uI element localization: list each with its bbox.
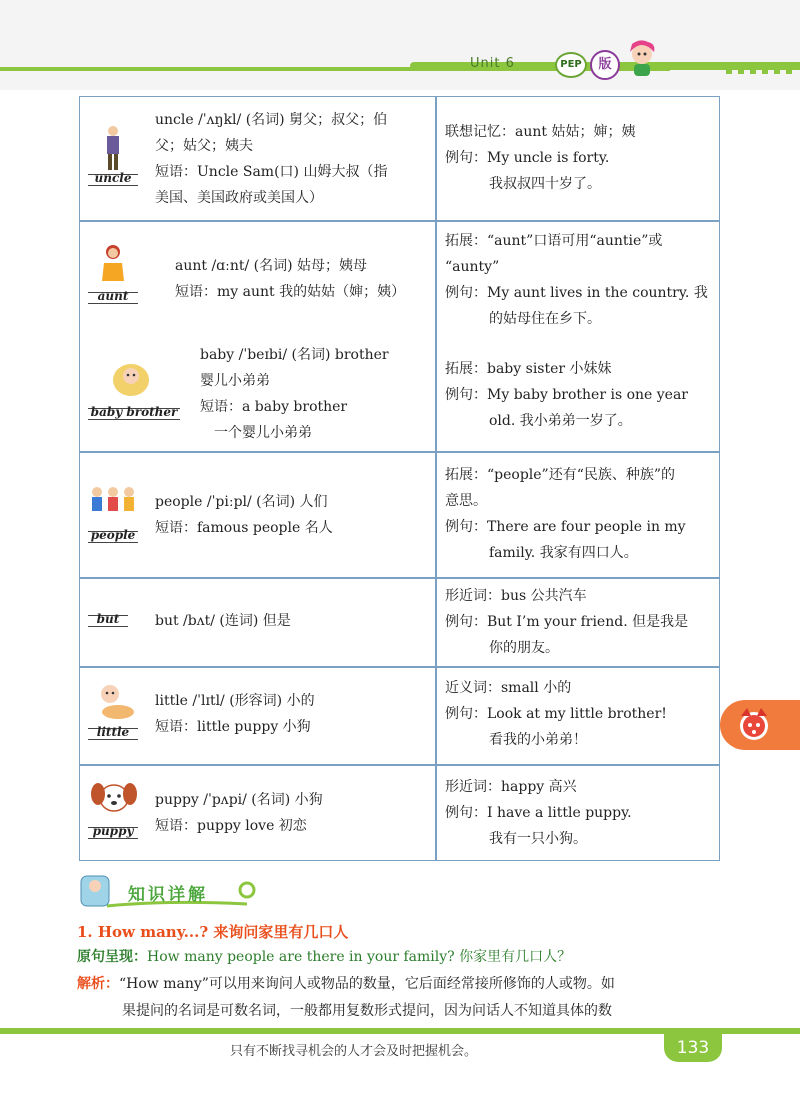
little-baby-icon xyxy=(92,682,136,720)
analysis-line: 果提问的名词是可数名词，一般都用复数形式提问，因为问话人不知道具体的数 xyxy=(122,1003,612,1019)
analysis-line: “How many”可以用来询问人或物品的数量，它后面经常接所修饰的人或物。如 xyxy=(119,976,615,992)
word-image-label: people xyxy=(90,528,136,542)
note-line: 你的朋友。 xyxy=(489,640,559,656)
definition-line: puppy /ˈpʌpi/ (名词) 小狗 xyxy=(155,792,323,808)
note-line: 的姑母住在乡下。 xyxy=(489,311,601,327)
note-line: 联想记忆：aunt 姑姑；婶；姨 xyxy=(445,124,636,140)
row-divider xyxy=(79,220,720,222)
fox-mascot-icon xyxy=(735,706,773,744)
footer-slogan: 只有不断找寻机会的人才会及时把握机会。 xyxy=(230,1044,478,1059)
definition-line: 短语：famous people 名人 xyxy=(155,520,333,536)
baby-notes xyxy=(445,356,688,434)
baby-definition xyxy=(200,342,389,446)
note-line: 例句：There are four people in my xyxy=(445,519,686,535)
note-line: 意思。 xyxy=(445,493,487,509)
uncle-figure-icon xyxy=(98,124,128,172)
note-line: “aunty” xyxy=(445,259,500,275)
note-line: 我有一只小狗。 xyxy=(489,831,587,847)
word-image-label: puppy xyxy=(92,824,134,838)
note-line: 形近词：bus 公共汽车 xyxy=(445,588,587,604)
people-definition xyxy=(155,489,333,541)
definition-line: 婴儿小弟弟 xyxy=(200,373,270,389)
word-image-label: uncle xyxy=(94,171,132,185)
note-line: 近义词：small 小的 xyxy=(445,680,572,696)
definition-line: but /bʌt/ (连词) 但是 xyxy=(155,613,291,629)
note-line: 例句：My uncle is forty. xyxy=(445,150,610,166)
definition-line: 父；姑父；姨夫 xyxy=(155,138,253,154)
cartoon-girl-icon xyxy=(620,38,666,78)
aunt-notes xyxy=(445,228,708,332)
note-line: old. 我小弟弟一岁了。 xyxy=(489,413,632,429)
note-line: 拓展：baby sister 小妹妹 xyxy=(445,361,612,377)
definition-line: aunt /ɑːnt/ (名词) 姑母；姨母 xyxy=(175,258,368,274)
definition-line: 美国、美国政府或美国人） xyxy=(155,190,323,206)
definition-line: 短语：little puppy 小狗 xyxy=(155,719,311,735)
note-line: 拓展：“people”还有“民族、种族”的 xyxy=(445,467,676,483)
word-image-label: baby brother xyxy=(90,405,178,419)
puppy-notes xyxy=(445,774,632,852)
analysis-label: 解析： xyxy=(77,976,119,992)
definition-line: little /ˈlɪtl/ (形容词) 小的 xyxy=(155,693,315,709)
definition-line: uncle /ˈʌŋkl/ (名词) 舅父；叔父；伯 xyxy=(155,112,388,128)
note-line: 例句：Look at my little brother! xyxy=(445,706,667,722)
note-line: 例句：My aunt lives in the country. 我 xyxy=(445,285,708,301)
header-band xyxy=(0,0,800,90)
row-divider xyxy=(79,666,720,668)
checker-pattern-icon xyxy=(720,62,800,74)
word-image-label: but xyxy=(96,612,120,626)
note-line: 例句：I have a little puppy. xyxy=(445,805,632,821)
note-line: family. 我家有四口人。 xyxy=(489,545,638,561)
note-line: 看我的小弟弟！ xyxy=(489,732,587,748)
point-heading: 1. How many...? 来询问家里有几口人 xyxy=(77,923,349,941)
little-definition xyxy=(155,688,315,740)
puppy-definition xyxy=(155,787,323,839)
original-label: 原句呈现： xyxy=(77,949,147,965)
definition-line: 短语：my aunt 我的姑姑（婶；姨） xyxy=(175,284,406,300)
note-line: 例句：But I’m your friend. 但是我是 xyxy=(445,614,689,630)
page-number: 133 xyxy=(664,1034,722,1062)
definition-line: 一个婴儿小弟弟 xyxy=(214,425,312,441)
word-image-label: aunt xyxy=(97,289,129,303)
people-notes xyxy=(445,462,686,566)
table-column-divider xyxy=(435,96,437,861)
definition-line: 短语：a baby brother xyxy=(200,399,348,415)
word-image-label: little xyxy=(96,725,130,739)
puppy-icon xyxy=(88,778,140,818)
edition-badge: 版 xyxy=(590,50,620,80)
people-group-icon xyxy=(88,485,138,515)
analysis xyxy=(77,971,727,1025)
little-notes xyxy=(445,675,667,753)
but-definition xyxy=(155,608,291,634)
row-divider xyxy=(79,577,720,579)
row-divider xyxy=(79,764,720,766)
note-line: 形近词：happy 高兴 xyxy=(445,779,577,795)
definition-line: 短语：puppy love 初恋 xyxy=(155,818,307,834)
aunt-definition xyxy=(175,253,405,305)
note-line: 例句：My baby brother is one year xyxy=(445,387,689,403)
original-text: How many people are there in your family? 你家里有几口人？ xyxy=(147,949,572,965)
note-line: 拓展：“aunt”口语可用“auntie”或 xyxy=(445,233,663,249)
uncle-definition xyxy=(155,107,387,211)
baby-figure-icon xyxy=(110,358,152,398)
original-sentence xyxy=(77,946,571,966)
aunt-figure-icon xyxy=(98,243,128,287)
uncle-notes xyxy=(445,119,635,197)
section-title: 知识详解 xyxy=(128,885,208,905)
but-notes xyxy=(445,583,688,661)
definition-line: people /ˈpiːpl/ (名词) 人们 xyxy=(155,494,328,510)
unit-label: Unit 6 xyxy=(470,56,515,71)
note-line: 我叔叔四十岁了。 xyxy=(489,176,601,192)
definition-line: baby /ˈbeɪbi/ (名词) brother xyxy=(200,347,389,363)
row-divider xyxy=(79,451,720,453)
pep-badge: PEP xyxy=(555,52,587,78)
definition-line: 短语：Uncle Sam(口) 山姆大叔（指 xyxy=(155,164,388,180)
